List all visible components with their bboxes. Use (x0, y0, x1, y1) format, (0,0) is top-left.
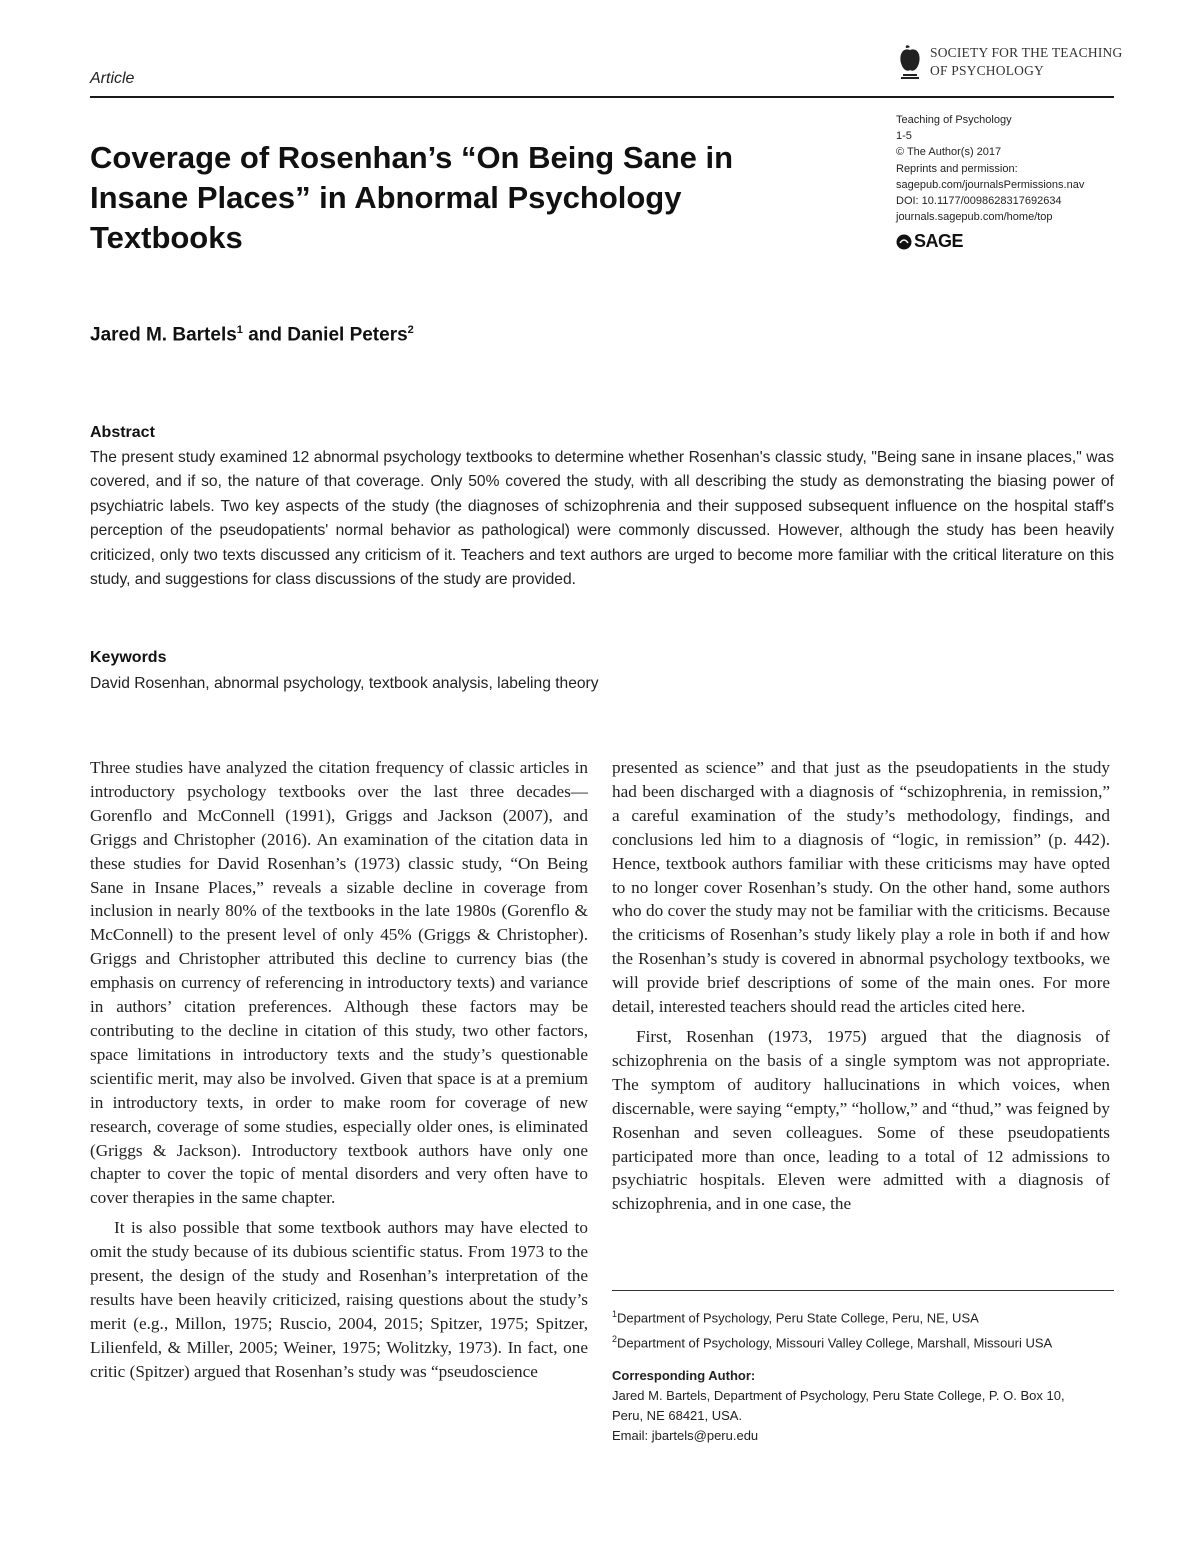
author-list (90, 324, 414, 346)
affiliation-text: Department of Psychology, Missouri Valley College, Marshall, Missouri USA (617, 1335, 1053, 1351)
journal-info (896, 112, 1084, 225)
corresponding-address: Jared M. Bartels, Department of Psychology, Peru State College, P. O. Box 10, (612, 1388, 1065, 1403)
footnote-rule (612, 1290, 1114, 1291)
body-column-left (90, 756, 588, 1384)
page-range: 1-5 (896, 130, 912, 143)
body-paragraph: It is also possible that some textbook authors may have elected to omit the study because of its dubious scientific status. From 1973 to the present, the design of the study and Rosenhan’s interpretation of the results have been heavily criticized, raising questions about the study’s merit (e.g., Millon, 1975; Ruscio, 2004, 2015; Spitzer, 1975; Spitzer, Lilienfeld, & Miller, 2005; Weiner, 1975; Wolitzky, 1973). In fact, one critic (Spitzer) argued that Rosenhan’s study was “pseudoscience (90, 1218, 588, 1381)
body-paragraph: Three studies have analyzed the citation frequency of classic articles in introductory psychology textbooks over the last three decades—Gorenflo and McConnell (1991), Griggs and Jackson (2007), and Griggs and Christopher (2016). An examination of the citation data in these studies for David Rosenhan’s (1973) classic study, “On Being Sane in Insane Places,” reveals a sizable decline in coverage from inclusion in nearly 80% of the textbooks in the late 1980s (Gorenflo & McConnell) to the present level of only 45% (Griggs & Christopher). Griggs and Christopher attributed this decline to currency bias (the emphasis on currency of referencing in introductory texts) and variance in authors’ citation preferences. Although these factors may be contributing to the decline in citation of this study, two other factors, space limitations in introductory texts and the study’s questionable scientific merit, may also be involved. Given that space is at a premium in introductory texts, in order to make room for coverage of new research, coverage of some studies, especially older ones, is eliminated (Griggs & Jackson). Introductory textbook authors have only one chapter to cover the topic of mental disorders and very often have to cover therapies in the same chapter. (90, 758, 588, 1208)
article-title: Coverage of Rosenhan’s “On Being Sane in Insane Places” in Abnormal Psychology Textbooks (90, 140, 734, 255)
publisher-logo-text: SAGE (914, 231, 964, 251)
author-name: Daniel Peters (287, 324, 408, 346)
body-paragraph: presented as science” and that just as the pseudopatients in the study had been discharged with a diagnosis of “schizophrenia, in remission,” a careful examination of the study’s methodology, findings, and conclusions led him to a diagnosis of “logic, in remission” (p. 442). Hence, textbook authors familiar with these criticisms may have opted to no longer cover Rosenhan’s study. On the other hand, some authors who do cover the study may not be familiar with the criticisms. Because the criticisms of Rosenhan’s study likely play a role in both if and how the Rosenhan’s study is covered in abnormal psychology textbooks, we will provide brief descriptions of some of the main ones. For more detail, interested teachers should read the articles cited here. (612, 758, 1110, 1017)
corresponding-heading: Corresponding Author: (612, 1368, 756, 1383)
author-conjunction: and (242, 324, 288, 346)
affiliation-marker: 1 (236, 324, 243, 336)
society-masthead (898, 44, 1122, 80)
doi[interactable]: DOI: 10.1177/0098628317692634 (896, 195, 1062, 208)
publisher-logo (896, 231, 963, 252)
abstract-text: The present study examined 12 abnormal psychology textbooks to determine whether Rosenhan's classic study, "Being sane in insane places," was covered, and if so, the nature of that coverage. Only 50% covered the study, with all describing the study as demonstrating the biasing power of psychiatric labels. Two key aspects of the study (the diagnoses of schizophrenia and their supposed subsequent influence on the hospital staff's perception of the pseudopatients' normal behavior as pathological) were commonly discussed. However, although the study has been heavily criticized, only two texts discussed any criticism of it. Teachers and text authors are urged to become more familiar with the critical literature on this study, and suggestions for class discussions of the study are provided. (90, 449, 1114, 589)
corresponding-email[interactable]: Email: jbartels@peru.edu (612, 1428, 759, 1443)
society-name-line1: SOCIETY FOR THE TEACHING (930, 45, 1123, 60)
body-column-right (612, 756, 1110, 1216)
journal-name: Teaching of Psychology (896, 114, 1012, 126)
journal-home-link[interactable]: journals.sagepub.com/home/top (896, 211, 1053, 224)
copyright: © The Author(s) 2017 (896, 146, 1002, 159)
affiliation-item (612, 1304, 1114, 1329)
author-name: Jared M. Bartels (90, 324, 237, 346)
affiliation-item (612, 1329, 1114, 1354)
keywords-heading: Keywords (90, 649, 167, 666)
body-paragraph: First, Rosenhan (1973, 1975) argued that the diagnosis of schizophrenia on the basis of a single symptom was not appropriate. The symptom of auditory hallucinations in which voices, when discernable, were saying “empty,” “hollow,” and “thud,” was feigned by Rosenhan and seven colleagues. Some of these pseudopatients participated more than once, leading to a total of 12 admissions to psychiatric hospitals. Eleven were admitted with a diagnosis of schizophrenia, and in one case, the (612, 1026, 1110, 1214)
corresponding-author (612, 1366, 1114, 1446)
keywords-text: David Rosenhan, abnormal psychology, textbook analysis, labeling theory (90, 675, 599, 692)
corresponding-address: Peru, NE 68421, USA. (612, 1408, 743, 1423)
society-name (930, 44, 1122, 80)
abstract-heading: Abstract (90, 424, 155, 441)
affiliation-marker: 2 (407, 324, 414, 336)
society-name-line2: OF PSYCHOLOGY (930, 63, 1044, 78)
permissions-link[interactable]: sagepub.com/journalsPermissions.nav (896, 178, 1085, 191)
header-rule (90, 96, 1114, 98)
affiliation-marker: 1 (612, 1309, 618, 1319)
affiliations (612, 1304, 1114, 1354)
article-type-label: Article (90, 70, 135, 87)
affiliation-marker: 2 (612, 1333, 618, 1344)
reprints-label: Reprints and permission: (896, 162, 1018, 175)
affiliation-text: Department of Psychology, Peru State College, Peru, NE, USA (617, 1310, 979, 1326)
sage-circle-icon (896, 234, 912, 250)
apple-logo-icon (898, 44, 922, 80)
